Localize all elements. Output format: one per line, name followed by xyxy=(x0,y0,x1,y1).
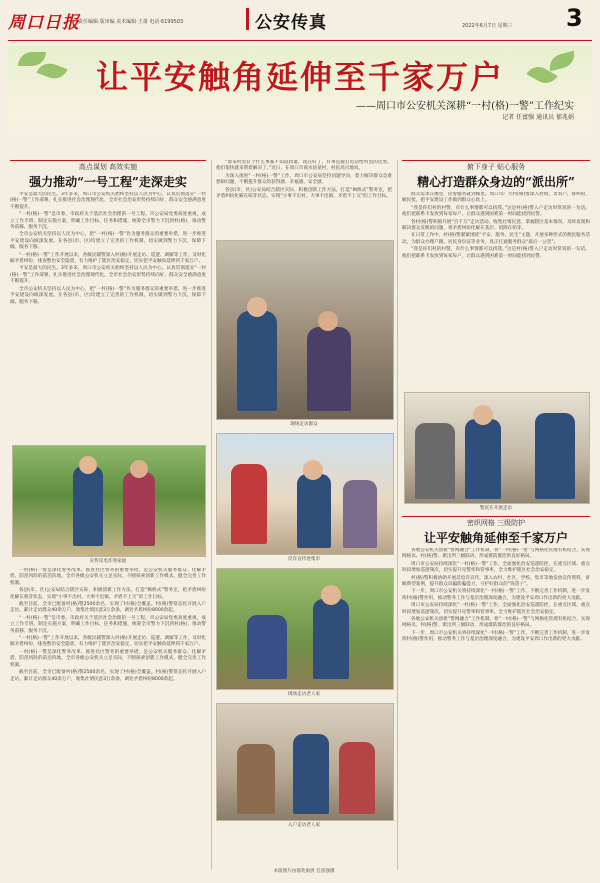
elder-figure xyxy=(237,744,275,814)
article-body xyxy=(10,192,206,438)
page-number: 3 xyxy=(566,4,583,32)
resident-figure xyxy=(343,480,377,548)
paragraph: 村(格)警积极协助开展反电诈宣传，深入农村、社区、学校、集市等地发放宣传资料，讲解典型案例，提升群众识骗防骗能力，守护好群众的“钱袋子”。 xyxy=(402,575,590,588)
photo-caption: 现场走访老人家 xyxy=(287,692,321,697)
section-kicker: 俯下身子 贴心服务 xyxy=(466,163,526,171)
resident-head xyxy=(318,311,338,331)
section-heading: 精心打造群众身边的“派出所” xyxy=(417,175,575,189)
paragraph: 截至目前，全市已配备村(格)警2500余名，实现了村(格)全覆盖。村(格)警常态化开展入户走访，累计走访群众40余万户，收集社情民意3万余条，调处矛盾纠纷8000余起。 xyxy=(10,602,206,614)
officer-head xyxy=(79,456,97,474)
subheadline: ——周口市公安机关深耕“一村(格)一警”工作纪实 xyxy=(355,101,574,112)
paragraph: 为深入推进“一村(格)一警”工作，周口市公安局坚持问题导向，着力解决群众急难愁盼问题，不断提升群众的获得感、幸福感、安全感。 xyxy=(216,173,392,186)
article-body xyxy=(402,192,590,388)
editor-info: 责任编辑·版审编 美术编辑·王萧 电话·6199503 xyxy=(78,19,184,25)
officer-figure xyxy=(73,466,103,546)
villager-head xyxy=(130,460,148,478)
paragraph: 各村(格)警积极开展“百千万”走访活动，收集社情民意，掌握辖区基本情况，及时发现和解决群众反映的问题，将矛盾纠纷化解在基层、消除在萌芽。 xyxy=(402,219,590,232)
photo-caption: 宣传反电诈进家庭 xyxy=(89,559,127,564)
section-heading: 让平安触角延伸至千家万户 xyxy=(423,531,568,545)
divider xyxy=(402,516,590,517)
paragraph: 各地公安机关创新“警网融合”工作机制，将“一村(格)一警”与网格化管理有机结合，实现网格员、村(格)警、派出所三级联动，形成群防群治的良好格局。 xyxy=(402,548,590,560)
officer-figure xyxy=(237,311,277,411)
officer-figure xyxy=(297,474,331,548)
photo-credit: 本版图片由郁兆娟供 任富强摄 xyxy=(273,869,335,874)
photo-caption: 反诈宣传进集市 xyxy=(287,557,321,562)
paragraph: 下一步，周口市公安机关将持续深化“一村(格)一警”工作，不断完善工作机制，进一步发挥村(格)警作用，推动警务工作与基层治理深度融合，为建设平安周口作出新的更大贡献。 xyxy=(402,630,590,643)
paragraph: 下一步，周口市公安机关将持续深化“一村(格)一警”工作，不断完善工作机制，进一步发挥村(格)警作用，推动警务工作与基层治理深度融合，为建设平安周口作出新的更大贡献。 xyxy=(402,589,590,601)
photo-anti-fraud-market xyxy=(216,433,394,555)
paragraph: 周口市公安局持续深化“一村(格)一警”工作，全面强化治安巡逻防控，在重点区域、重点时段增加巡逻频次，切实提升见警率和管事率，全力维护辖区社会治安稳定。 xyxy=(402,603,590,615)
officer-figure xyxy=(465,419,501,499)
byline: 记者 任富强 通讯员 郁兆娟 xyxy=(502,114,574,121)
paragraph: 各县(市、区)公安局结合辖区实际，积极创新工作方法，打造“枫桥式”警务室，把矛盾纠纷化解在萌芽状态，实现“小事不出村、大事不出镇、矛盾不上交”的工作目标。 xyxy=(216,187,392,200)
column-divider xyxy=(397,160,398,870)
resident-figure xyxy=(307,327,351,411)
paragraph: 平安是最大的民生。3年多来，周口市公安机关始终坚持以人民为中心，认真贯彻落实“一村(格)一警”工作部署，扎实推进社会治理现代化，全市社会治安形势持续向好，群众安全感满意度不断提升。 xyxy=(10,192,206,210)
photo-caption: 警民在开展走访 xyxy=(479,506,513,511)
balloon-display xyxy=(231,464,267,544)
article-body xyxy=(402,548,590,870)
paragraph: 平安是最大的民生。3年多来，周口市公安机关始终坚持以人民为中心，认真贯彻落实“一村(格)一警”工作部署，扎实推进社会治理现代化，全市社会治安形势持续向好，群众安全感满意度不断提升。 xyxy=(10,266,206,285)
photo-police-residents xyxy=(404,392,590,504)
paragraph: 各地公安机关创新“警网融合”工作机制，将“一村(格)一警”与网格化管理有机结合，实现网格员、村(格)警、派出所三级联动，形成群防群治的良好格局。 xyxy=(402,617,590,629)
photo-home-visit xyxy=(216,703,394,821)
column-divider xyxy=(211,160,212,870)
officer-figure xyxy=(535,413,575,499)
article-body xyxy=(10,568,206,868)
resident-figure xyxy=(339,742,375,814)
paragraph: “我是你们村的村警，有什么事情都可以找我。”这是村(格)警入户走访时常说的一句话。他们把联系卡发放到每家每户，让群众遇到困难第一时间能找到民警。 xyxy=(402,247,590,259)
paragraph: 全市公安机关坚持以人民为中心，把“一村(格)一警”作为服务群众的重要举措，进一步推进平安建设向纵深发展。在各县(市、区)均建立了完善的工作机制，切实做到警力下沉、保障下倾、服务下移。 xyxy=(10,286,206,305)
divider xyxy=(10,160,206,161)
photo-visiting-residents xyxy=(216,240,394,420)
photo-elderly-visit xyxy=(216,568,394,690)
paragraph: “原来村里有个什么事都不知道找谁，现在好了，有事直接打电话给村里的民警，他们很快就来帮着解决了。”近日，在周口市商水县某村，村民高兴地说。 xyxy=(216,160,392,172)
section-title: 公安传真 xyxy=(255,13,327,33)
main-headline: 让平安触角延伸至千家万户 xyxy=(95,58,504,96)
paragraph: 周口市公安局持续深化“一村(格)一警”工作，全面强化治安巡逻防控，在重点区域、重点时段增加巡逻频次，切实提升见警率和管事率，全力维护辖区社会治安稳定。 xyxy=(402,561,590,574)
officer-figure xyxy=(313,599,349,679)
divider xyxy=(402,160,590,161)
newspaper-logo: 周口日报 xyxy=(8,13,80,33)
paragraph: “一村(格)一警”是市委、市政府关于基层社会治理的一号工程。市公安局党委高度重视，成立工作专班，制定实施方案，明确工作目标、任务和措施，统筹全市警力下沉到村(格)，推动警务前移、服务下沉。 xyxy=(10,212,206,231)
issue-date: 2022年6月7日 星期三 xyxy=(462,23,513,29)
villager-figure xyxy=(123,472,155,546)
paragraph: 各县(市、区)公安局结合辖区实际，积极创新工作方法，打造“枫桥式”警务室，把矛盾纠纷化解在萌芽状态，实现“小事不出村、大事不出镇、矛盾不上交”的工作目标。 xyxy=(10,588,206,600)
officer-figure xyxy=(293,734,329,814)
paragraph: 一村(格)一警是深化警务改革、推进社区警务的重要举措，是公安机关服务群众、化解矛盾、防范风险的前沿阵地。全市各级公安机关立足实际，不断探索创新工作模式，健全完善工作机制。 xyxy=(10,649,206,668)
paragraph: “一村(格)一警”是市委、市政府关于基层社会治理的一号工程。市公安局党委高度重视，成立工作专班，制定实施方案，明确工作目标、任务和措施，统筹全市警力下沉到村(格)，推动警务前移、服务下沉。 xyxy=(10,615,206,634)
officer-head xyxy=(473,405,493,425)
header-rule xyxy=(8,40,592,41)
paragraph: 群众需求在哪里，民警服务就到哪里。周口市广大村(格)警深入村组，访农户，排纠纷，解民忧，把平安建设工作做到群众心坎上。 xyxy=(402,192,590,204)
resident-figure xyxy=(415,423,455,499)
paragraph: 在日常工作中，村(格)警紧紧围绕“平安、服务、民生”主题，开展多种形式的便民服务活动，为群众办理户籍、居民身份证等业务，真正打通服务群众“最后一公里”。 xyxy=(402,233,590,245)
photo-caption: 现场走访群众 xyxy=(290,422,318,427)
officer-head xyxy=(247,297,267,317)
photo-police-visit xyxy=(12,445,206,557)
paragraph: “一村(格)一警”工作开展以来，各级民辅警深入村(格)开展走访、巡逻、调解等工作，及时化解矛盾纠纷，排查整治安全隐患，有力维护了辖区治安稳定，切实把平安触角延伸到千家万户。 xyxy=(10,252,206,265)
officer-head xyxy=(321,585,341,605)
paragraph: “我是你们村的村警，有什么事情都可以找我。”这是村(格)警入户走访时常说的一句话。他们把联系卡发放到每家每户，让群众遇到困难第一时间能找到民警。 xyxy=(402,205,590,218)
section-marker xyxy=(246,8,249,30)
section-kicker: 高点谋划 高效实施 xyxy=(78,163,138,171)
article-body xyxy=(216,160,392,236)
officer-head xyxy=(303,460,323,480)
paragraph: 截至目前，全市已配备村(格)警2500余名，实现了村(格)全覆盖。村(格)警常态化开展入户走访，累计走访群众40余万户，收集社情民意3万余条，调处矛盾纠纷8000余起。 xyxy=(10,670,206,682)
section-kicker: 密织网格 三级防护 xyxy=(466,519,526,527)
paragraph: 一村(格)一警是深化警务改革、推进社区警务的重要举措，是公安机关服务群众、化解矛盾、防范风险的前沿阵地。全市各级公安机关立足实际，不断探索创新工作模式，健全完善工作机制。 xyxy=(10,568,206,586)
elder-figure xyxy=(247,615,287,679)
photo-caption: 入户走访老人家 xyxy=(287,823,321,828)
paragraph: 全市公安机关坚持以人民为中心，把“一村(格)一警”作为服务群众的重要举措，进一步推进平安建设向纵深发展。在各县(市、区)均建立了完善的工作机制，切实做到警力下沉、保障下倾、服务下移。 xyxy=(10,232,206,251)
section-heading: 强力推动“一号工程”走深走实 xyxy=(29,175,187,189)
paragraph: “一村(格)一警”工作开展以来，各级民辅警深入村(格)开展走访、巡逻、调解等工作，及时化解矛盾纠纷，排查整治安全隐患，有力维护了辖区治安稳定，切实把平安触角延伸到千家万户。 xyxy=(10,636,206,648)
